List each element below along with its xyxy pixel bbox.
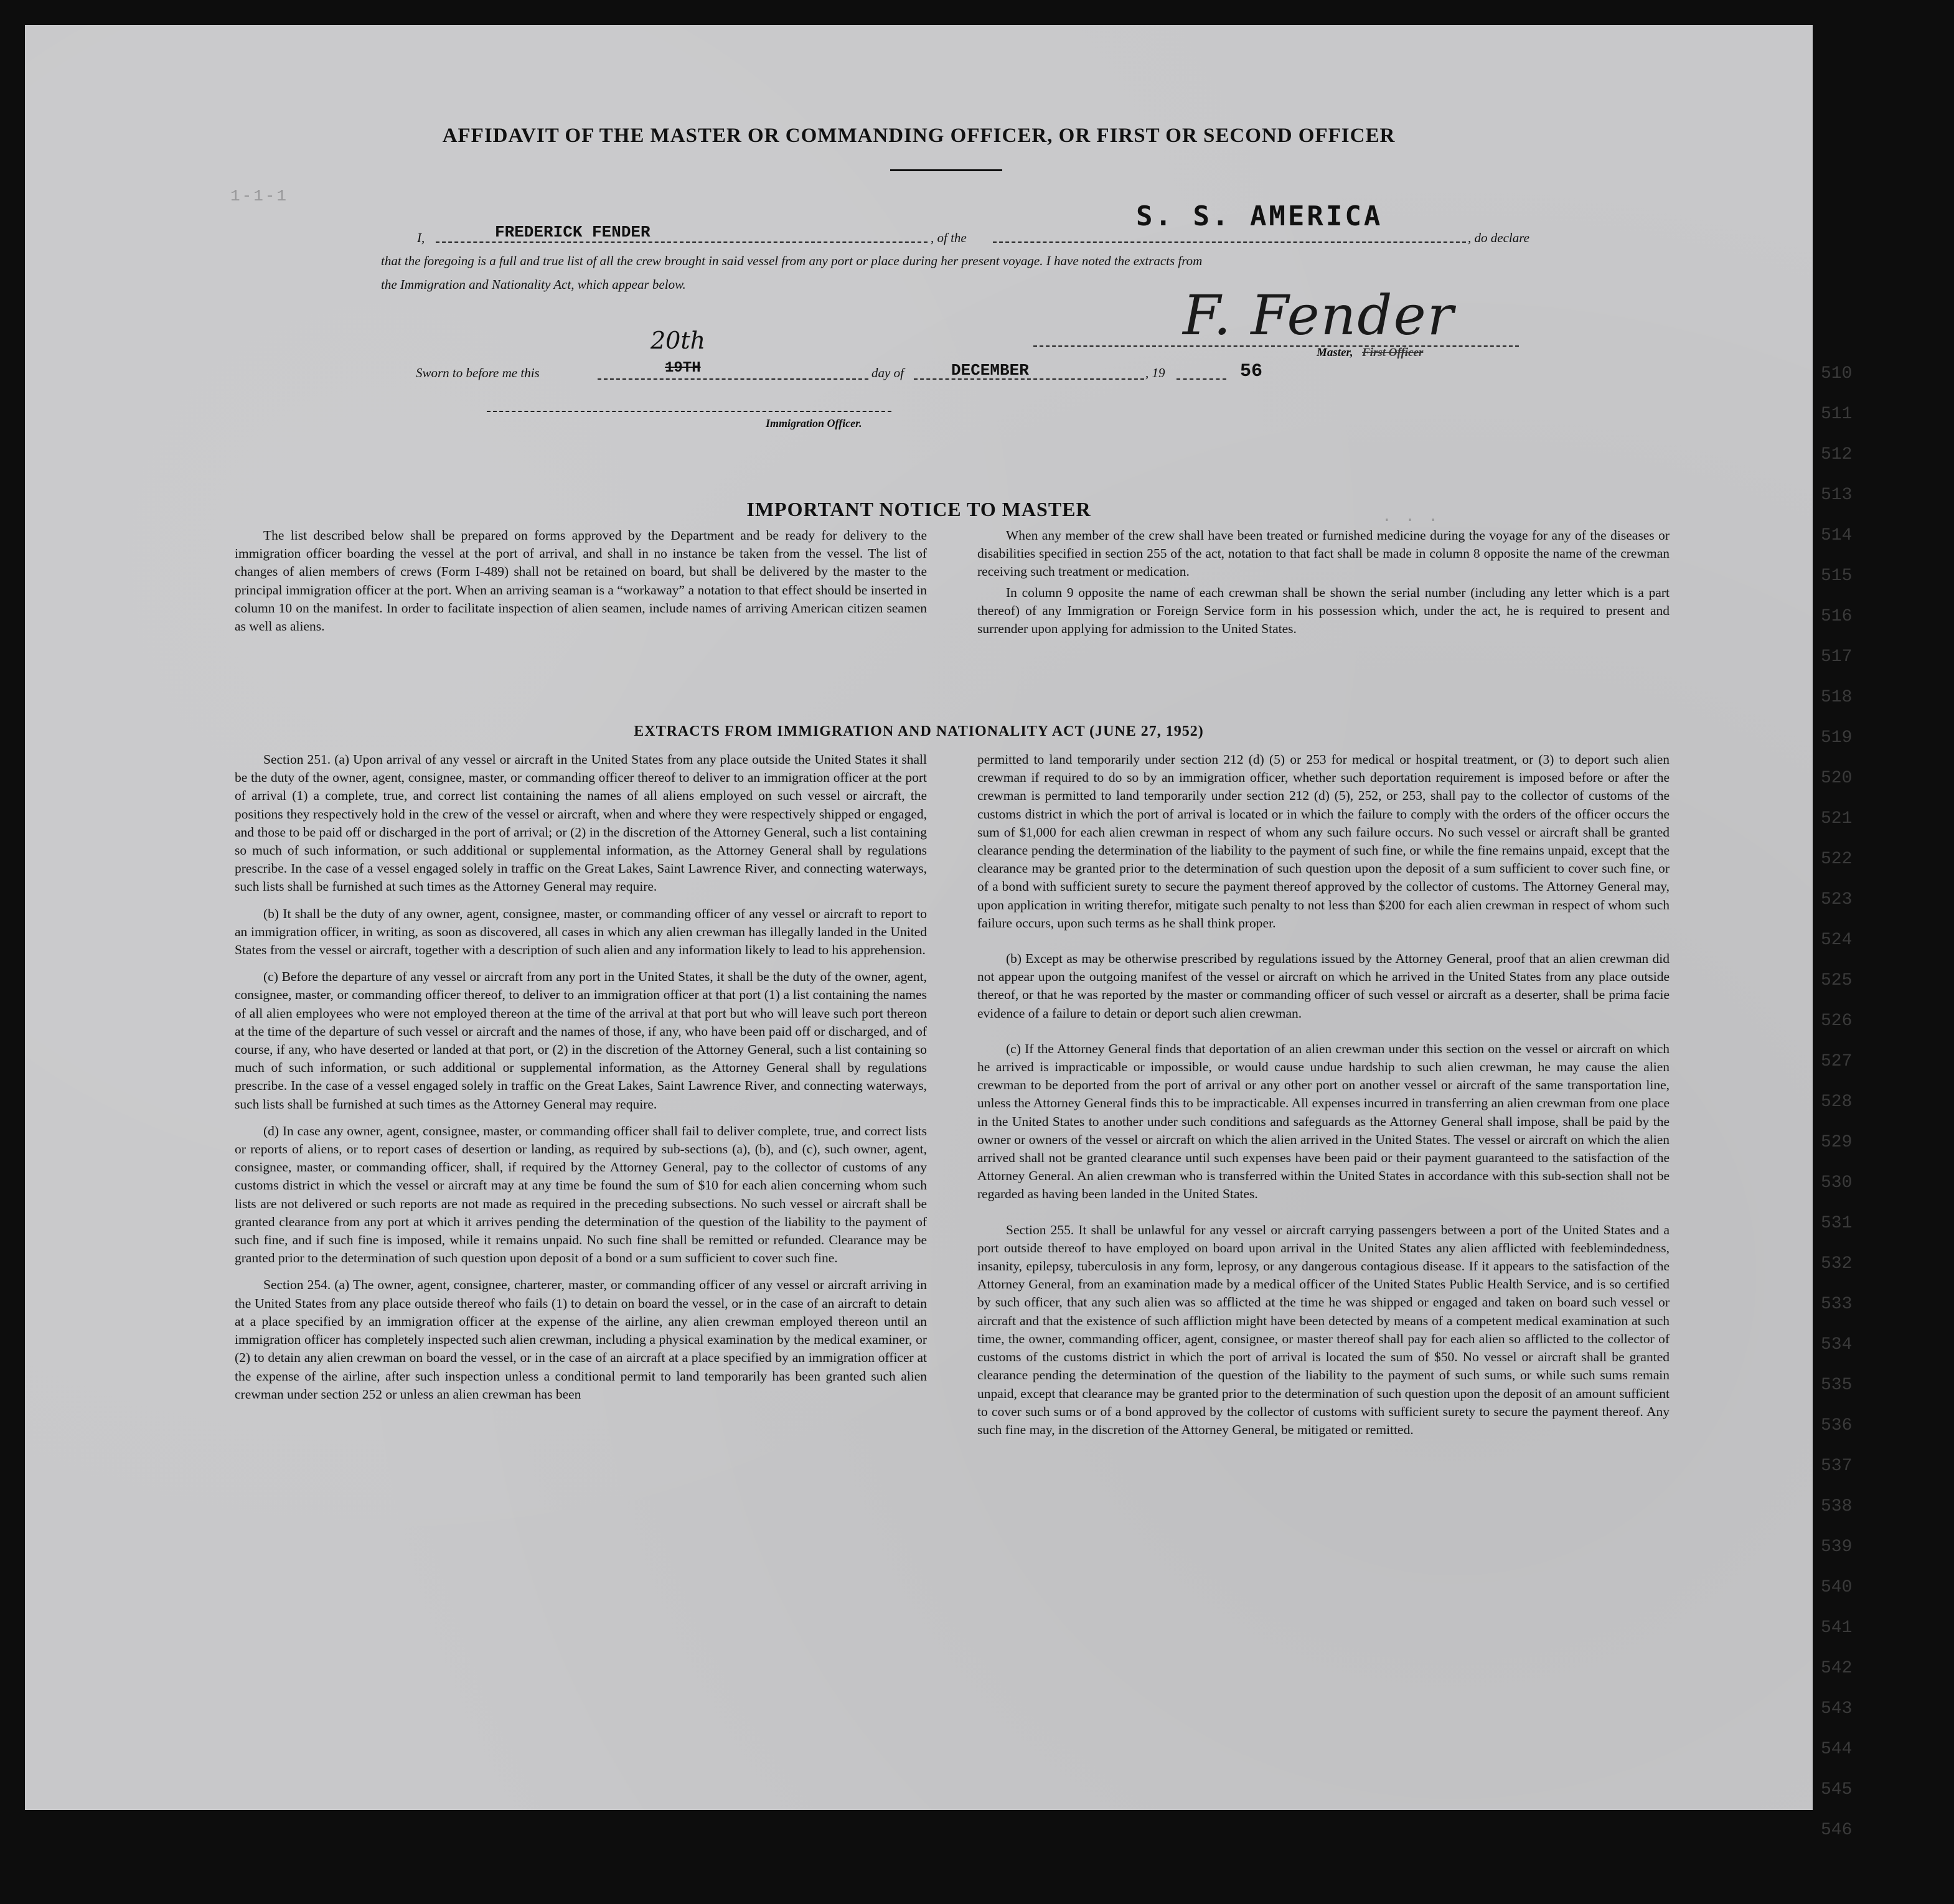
margin-line-number: 512 — [1821, 445, 1853, 464]
margin-line-number: 534 — [1821, 1335, 1853, 1354]
extracts-left-column — [235, 751, 927, 1412]
day-of-label: day of — [871, 365, 904, 380]
year-prefix: , 19 — [1145, 365, 1165, 380]
affidavit-title: AFFIDAVIT OF THE MASTER OR COMMANDING OFFICER, OR FIRST OR SECOND OFFICER — [442, 124, 1396, 147]
margin-line-number: 524 — [1821, 931, 1853, 950]
margin-line-number: 523 — [1821, 890, 1853, 909]
immigration-officer-label: Immigration Officer. — [766, 417, 862, 429]
sworn-label: Sworn to before me this — [416, 365, 540, 380]
declaration-line-2: the Immigration and Nationality Act, which appear below. — [381, 277, 686, 292]
section-255: Section 255. It shall be unlawful for any vessel or aircraft carrying passengers between a port of the United States and a port outside thereof to have employed on board upon arrival in the United States any alien afflicted with feeblemindedness, insanity, epilepsy, tuberculosis in any form, leprosy, or any dangerous contagious disease. If it appears to the satisfaction of the Attorney General, from an examination made by a medical officer of the United States Public Health Service, and is so certified by such officer, that any such alien was so afflicted at the time he was shipped or engaged and taken on board such vessel or aircraft and that the existence of such affliction might have been detected by means of a competent medical examination at such time, the owner, commanding officer, agent, consignee, or master thereof shall pay for each alien so afflicted to the collector of customs of the customs district in which the port of arrival is located the sum of $50. No vessel or aircraft shall be granted clearance pending the determination of the question of the liability to the payment of such sums, or while such sums remain unpaid, except that clearance may be granted prior to the determination of such question upon the deposit of an amount sufficient to cover such sums or of a bond approved by the collector of customs with sufficient surety to secure the payment thereof. Any such fine may, in the discretion of the Attorney General, be mitigated or remitted. — [977, 1222, 1670, 1437]
margin-line-number: 528 — [1821, 1092, 1853, 1112]
margin-line-number: 522 — [1821, 850, 1853, 869]
margin-line-number: 515 — [1821, 566, 1853, 586]
month-value: DECEMBER — [951, 361, 1029, 380]
section-254c: (c) If the Attorney General finds that deportation of an alien crewman under this section on the vessel or aircraft on which he arrived is impracticable or impossible, or would cause undue hardship to such alien crewman, he may cause the alien crewman to be deported from the port of arrival or any other port on another vessel or aircraft of the same transportation line, unless the Attorney General finds this to be impracticable. All expenses incurred in transferring an alien crewman from one place in the United States to another under such conditions and safeguards as the Attorney General shall impose, shall be paid by the owner or owners of the vessel or aircraft on which the alien arrived in the United States. The vessel or aircraft on which the alien arrived shall not be granted clearance until such expenses have been paid or their payment guaranteed to the satisfaction of the Attorney General. An alien crewman who is transferred within the United States in accordance with this sub-section shall not be regarded as having been landed in the United States. — [977, 1041, 1670, 1202]
margin-line-number: 545 — [1821, 1780, 1853, 1799]
margin-line-number: 520 — [1821, 769, 1853, 788]
master-signature: F. Fender — [1183, 283, 1455, 347]
month-line — [914, 361, 1144, 380]
title-rule — [890, 169, 1002, 171]
section-254a-continued: permitted to land temporarily under section 212 (d) (5) or 253 for medical or hospital treatment, or (3) to deport such alien crewman if required to do so by an immigration officer, whether such deportation requirement is imposed before or after the crewman is permitted to land temporarily under section 212 (d) (5), 252, or 253, shall pay to the collector of customs of the customs district in which the port of arrival is located or in which the failure to comply with the orders of the officer occurs the sum of $1,000 for each alien crewman in respect of whom any such failure occurs. No such vessel or aircraft shall be granted clearance pending the determination of the liability to the payment of such fine, or while the fine remains unpaid, except that the clearance may be granted prior to the determination of such question upon the deposit of a sum sufficient to cover such fine, or of a bond with sufficient surety to secure the payment thereof approved by the collector of customs. The Attorney General may, upon application in writing therefor, mitigate such penalty to not less than $200 for each alien crewman in respect of whom such failure occurs, upon such terms as he shall think proper. — [977, 752, 1670, 931]
notice-right-column — [977, 527, 1670, 647]
margin-line-number: 514 — [1821, 526, 1853, 545]
margin-line-number: 521 — [1821, 809, 1853, 828]
margin-line-number: 513 — [1821, 485, 1853, 505]
ghost-mark: . . . — [1382, 507, 1440, 526]
officer-name: FREDERICK FENDER — [495, 223, 651, 242]
extracts-right-column — [977, 751, 1670, 1448]
margin-line-number: 543 — [1821, 1699, 1853, 1719]
day-handwritten: 20th — [651, 327, 706, 354]
margin-line-number: 535 — [1821, 1376, 1853, 1395]
master-label: Master, — [1317, 346, 1353, 359]
section-251d: (d) In case any owner, agent, consignee, master, or commanding officer shall fail to deliver complete, true, and correct lists or reports of aliens, or to report cases of desertion or landing, as required by sub-sections (a), (b), and (c), such owner, agent, consignee, master, or commanding officer, shall, if required by the Attorney General, pay to the collector of customs of any customs district in which the vessel or aircraft may at any time be found the sum of $10 for each alien concerning whom such lists are not delivered or such reports are not made as required in the preceding subsections. No such vessel or aircraft shall be granted clearance from any port at which it arrives pending the determination of the question of the liability to the payment of such fine, and if such fine is imposed, while it remains unpaid. No such fine shall be remitted or refunded. Clearance may be granted prior to the determination of such question upon deposit of a bond or a sum sufficient to cover such fine. — [235, 1123, 927, 1266]
declaration-line-1: that the foregoing is a full and true list of all the crew brought in said vessel from any port or place during her present voyage. I have noted the extracts from — [381, 253, 1203, 268]
section-251a: Section 251. (a) Upon arrival of any vessel or aircraft in the United States from any place outside the United States it shall be the duty of the owner, agent, consignee, master, or commanding officer thereof to deliver to an immigration officer at the port of arrival (1) a complete, true, and correct list containing the names of all aliens employed on such vessel or aircraft, the positions they respectively hold in the crew of the vessel or aircraft, when and where they were respectively shipped or engaged, and those to be paid off or discharged in the port of arrival; or (2) in the discretion of the Attorney General, such a list containing so much of such information, or such additional or supplemental information, as the Attorney General shall by regulations prescribe. In the case of a vessel engaged solely in traffic on the Great Lakes, Saint Lawrence River, and connecting waterways, such lists shall be furnished at such times as the Attorney General may require. — [235, 752, 927, 894]
day-typed-struck: 19TH — [665, 360, 701, 377]
margin-line-number: 537 — [1821, 1456, 1853, 1476]
i-label: I, — [417, 230, 425, 245]
margin-line-number: 536 — [1821, 1416, 1853, 1435]
do-declare-label: , do declare — [1468, 230, 1529, 245]
master-struck-title: First Officer — [1362, 346, 1424, 359]
notice-left-column — [235, 527, 927, 644]
margin-line-number: 517 — [1821, 647, 1853, 667]
margin-line-number: 525 — [1821, 971, 1853, 990]
margin-line-number: 510 — [1821, 364, 1853, 383]
margin-line-number: 526 — [1821, 1011, 1853, 1031]
notice-left-paragraph: The list described below shall be prepared on forms approved by the Department and be ready for delivery to the immigration officer boarding the vessel at the port of arrival, and shall in no instance be taken from the vessel. The list of changes of alien members of crews (Form I-489) shall not be retained on board, but shall be delivered by the master to the principal immigration officer at the port. When an arriving seaman is a “workaway” a notation to that effect should be inserted in column 10 on the manifest. In order to facilitate inspection of alien seamen, include names of arriving American citizen seamen as well as aliens. — [235, 528, 927, 634]
margin-line-number: 529 — [1821, 1133, 1853, 1152]
year-line — [1177, 361, 1226, 380]
section-254b: (b) Except as may be otherwise prescribed by regulations issued by the Attorney General, proof that an alien crewman did not appear upon the outgoing manifest of the vessel or aircraft on which he arrived in the United States from any place outside thereof, or that he was reported by the master or commanding officer of such vessel or aircraft as a deserter, shall be prima facie evidence of a failure to detain or deport such alien crewman. — [977, 951, 1670, 1021]
margin-line-number: 518 — [1821, 688, 1853, 707]
margin-line-number: 527 — [1821, 1052, 1853, 1071]
vessel-name: S. S. AMERICA — [1136, 200, 1383, 232]
document-sheet — [25, 25, 1813, 1810]
notice-right-paragraph-2: In column 9 opposite the name of each crewman shall be shown the serial number (including any letter which is a part thereof) of any Immigration or Foreign Service form in his possession which, under the act, he is required to present and surrender upon applying for admission to the United States. — [977, 584, 1670, 637]
margin-line-number: 546 — [1821, 1821, 1853, 1840]
margin-line-number: 531 — [1821, 1214, 1853, 1233]
extracts-title: EXTRACTS FROM IMMIGRATION AND NATIONALITY ACT (JUNE 27, 1952) — [634, 723, 1204, 739]
section-251c: (c) Before the departure of any vessel or aircraft from any port in the United States, it shall be the duty of the owner, agent, consignee, master, or commanding officer thereof, to deliver to an immigration officer at that port (1) a list containing the names of all alien employees who were not employed thereon at the time of the arrival at that port but who will leave such port thereon at the time of the departure of such vessel or aircraft and the names of those, if any, who have been paid off or discharged, and of course, if any, who have deserted or landed at that port, or (2) in the discretion of the Attorney General, such a list containing so much of such information, or such additional or supplemental information, as the Attorney General shall by regulations prescribe. In the case of a vessel engaged solely in traffic on the Great Lakes, Saint Lawrence River, and connecting waterways, such lists shall be furnished at such times as the Attorney General may require. — [235, 969, 927, 1112]
margin-line-number: 541 — [1821, 1618, 1853, 1638]
margin-line-number: 544 — [1821, 1740, 1853, 1759]
margin-line-number: 530 — [1821, 1173, 1853, 1193]
margin-line-number: 532 — [1821, 1254, 1853, 1273]
ghost-mark: 1-1-1 — [230, 187, 289, 205]
margin-line-number: 516 — [1821, 607, 1853, 626]
of-the-label: , of the — [931, 230, 967, 245]
year-suffix: 56 — [1240, 361, 1263, 382]
notice-title: IMPORTANT NOTICE TO MASTER — [746, 498, 1091, 520]
margin-line-number: 539 — [1821, 1537, 1853, 1557]
officer-name-line — [436, 223, 928, 243]
day-line — [598, 361, 868, 380]
section-254a: Section 254. (a) The owner, agent, consignee, charterer, master, or commanding officer of any vessel or aircraft arriving in the United States from any place outside thereof who fails (1) to detain on board the vessel, or in the case of an aircraft to detain at a place specified by an immigration officer at the expense of the airline, any alien crewman employed thereon until an immigration officer has completely inspected such alien crewman, including a physical examination by the medical examiner, or (2) to detain any alien crewman on board the vessel, or in the case of an aircraft at a place specified by an immigration officer at the expense of the airline, after such inspection unless a conditional permit to land temporarily has been granted such alien crewman under section 252 or unless an alien crewman has been — [235, 1277, 927, 1402]
margin-line-number: 540 — [1821, 1578, 1853, 1597]
margin-line-number: 511 — [1821, 405, 1853, 424]
margin-line-number: 533 — [1821, 1295, 1853, 1314]
margin-line-number: 542 — [1821, 1659, 1853, 1678]
notice-right-paragraph-1: When any member of the crew shall have been treated or furnished medicine during the voyage for any of the diseases or disabilities specified in section 255 of the act, notation to that fact shall be made in column 8 opposite the name of the crewman receiving such treatment or medication. — [977, 528, 1670, 579]
margin-line-number: 538 — [1821, 1497, 1853, 1516]
immigration-officer-line — [487, 398, 891, 412]
section-251b: (b) It shall be the duty of any owner, agent, consignee, master, or commanding officer of any vessel or aircraft to report to an immigration officer, in writing, as soon as discovered, all cases in which any alien crewman has illegally landed in the United States from the vessel or aircraft, together with a description of such alien and any information likely to lead to his apprehension. — [235, 906, 927, 958]
margin-line-number: 519 — [1821, 728, 1853, 748]
